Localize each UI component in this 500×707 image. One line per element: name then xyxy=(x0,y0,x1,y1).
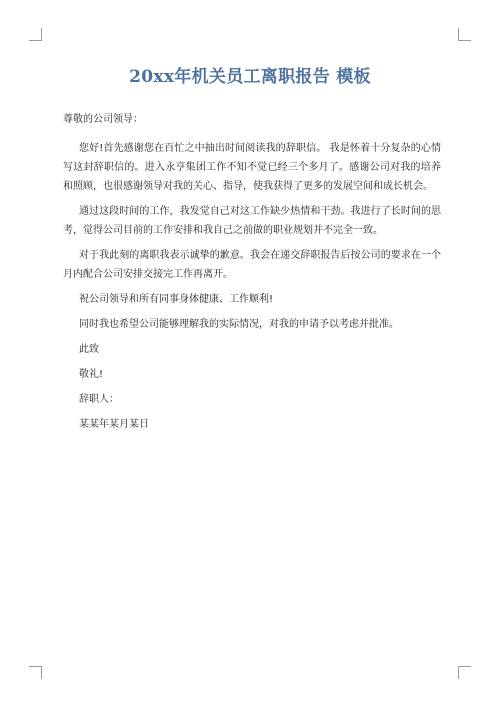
paragraph-4: 祝公司领导和所有同事身体健康、工作顺利! xyxy=(79,294,274,305)
paragraph-3: 对于我此刻的离职我表示诚挚的歉意。我会在递交辞职报告后按公司的要求在一个月内配合公司安排交接完工作再离开。 xyxy=(63,250,441,280)
letter-body xyxy=(63,110,441,440)
signature-label: 辞职人： xyxy=(79,394,119,405)
crop-mark-bottom-right xyxy=(458,666,471,679)
salutation: 尊敬的公司领导： xyxy=(63,114,143,125)
paragraph-5: 同时我也希望公司能够理解我的实际情况，对我的申请予以考虑并批准。 xyxy=(79,319,399,330)
date: 某某年某月某日 xyxy=(79,419,149,430)
crop-mark-bottom-left xyxy=(29,666,42,679)
crop-mark-top-left xyxy=(29,28,42,41)
paragraph-2: 通过这段时间的工作，我发觉自己对这工作缺少热情和干劲。我进行了长时间的思考，觉得公司目前的工作安排和我自己之前做的职业规划并不完全一致。 xyxy=(63,206,441,236)
document-title: 20xx年机关员工离职报告 模板 xyxy=(129,67,371,87)
paragraph-1: 您好!首先感谢您在百忙之中抽出时间阅读我的辞职信。 我是怀着十分复杂的心情写这封辞职信的。进入永亨集团工作不知不觉已经三个多月了。感谢公司对我的培养和照顾，也很感谢领导对我的关心、指导，使我获得了更多的发展空间和成长机会。 xyxy=(63,143,441,192)
crop-mark-top-right xyxy=(458,28,471,41)
closing: 此致 xyxy=(79,344,99,355)
regards: 敬礼! xyxy=(79,369,104,380)
